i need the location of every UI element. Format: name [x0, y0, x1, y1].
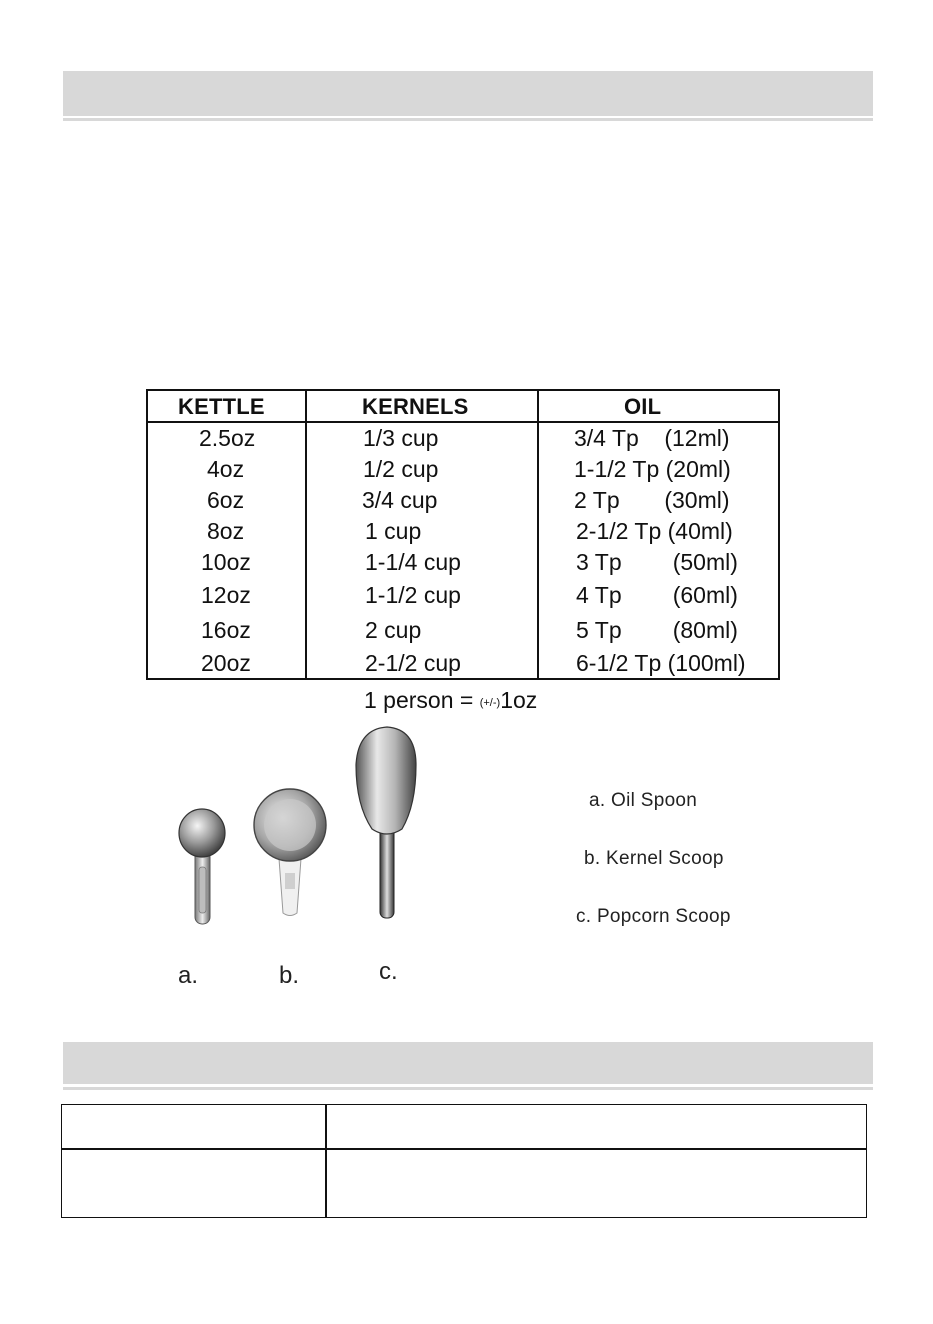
- kernel-scoop-icon: [250, 785, 330, 920]
- row-6-kernels: 1-1/2 cup: [365, 582, 461, 608]
- header-oil: OIL: [624, 394, 662, 419]
- row-5-oil: 3 Tp (50ml): [576, 549, 738, 575]
- row-1-kernels: 1/3 cup: [363, 425, 439, 451]
- row-6-oil: 4 Tp (60ml): [576, 582, 738, 608]
- serving-note: [364, 687, 537, 714]
- row-4-kernels: 1 cup: [365, 518, 422, 544]
- row-2-oil: 1-1/2 Tp (20ml): [574, 456, 731, 482]
- row-5-kettle: 10oz: [201, 549, 251, 575]
- row-4-kettle: 8oz: [207, 518, 245, 544]
- row-7-kettle: 16oz: [201, 617, 251, 643]
- table-divider-2: [537, 391, 539, 678]
- row-1-oil: 3/4 Tp (12ml): [574, 425, 730, 451]
- utensil-label-a: a.: [178, 962, 199, 989]
- spec-table-divider: [325, 1105, 327, 1217]
- spec-table-row-rule: [62, 1148, 866, 1150]
- section-header-bar-bottom: [63, 1042, 873, 1084]
- row-1-kettle: 2.5oz: [199, 425, 256, 451]
- row-3-kernels: 3/4 cup: [362, 487, 438, 513]
- row-8-oil: 6-1/2 Tp (100ml): [576, 650, 746, 676]
- utensil-label-c: c.: [379, 958, 398, 985]
- row-8-kettle: 20oz: [201, 650, 251, 676]
- header-kernels: KERNELS: [362, 394, 469, 419]
- serving-note-tolerance: (+/-): [479, 697, 501, 709]
- row-5-kernels: 1-1/4 cup: [365, 549, 461, 575]
- section-header-rule-top: [63, 118, 873, 121]
- serving-note-main: 1 person =: [364, 687, 480, 713]
- row-2-kernels: 1/2 cup: [363, 456, 439, 482]
- row-3-oil: 2 Tp (30ml): [574, 487, 730, 513]
- spec-table: [61, 1104, 867, 1218]
- row-4-oil: 2-1/2 Tp (40ml): [576, 518, 733, 544]
- table-divider-1: [305, 391, 307, 678]
- section-header-bar-top: [63, 71, 873, 116]
- legend-oil-spoon: a. Oil Spoon: [589, 790, 698, 811]
- serving-note-amount: 1oz: [500, 687, 538, 713]
- row-3-kettle: 6oz: [207, 487, 245, 513]
- row-6-kettle: 12oz: [201, 582, 251, 608]
- row-7-kernels: 2 cup: [365, 617, 422, 643]
- legend-kernel-scoop: b. Kernel Scoop: [584, 848, 724, 869]
- table-header-rule: [148, 421, 778, 423]
- legend-popcorn-scoop: c. Popcorn Scoop: [576, 906, 731, 927]
- oil-spoon-icon: [170, 805, 234, 930]
- header-kettle: KETTLE: [178, 394, 265, 419]
- utensil-label-b: b.: [279, 962, 300, 989]
- measurement-table: [146, 389, 780, 680]
- section-header-rule-bottom: [63, 1087, 873, 1090]
- row-2-kettle: 4oz: [207, 456, 245, 482]
- row-8-kernels: 2-1/2 cup: [365, 650, 461, 676]
- popcorn-scoop-icon: [352, 725, 422, 925]
- row-7-oil: 5 Tp (80ml): [576, 617, 738, 643]
